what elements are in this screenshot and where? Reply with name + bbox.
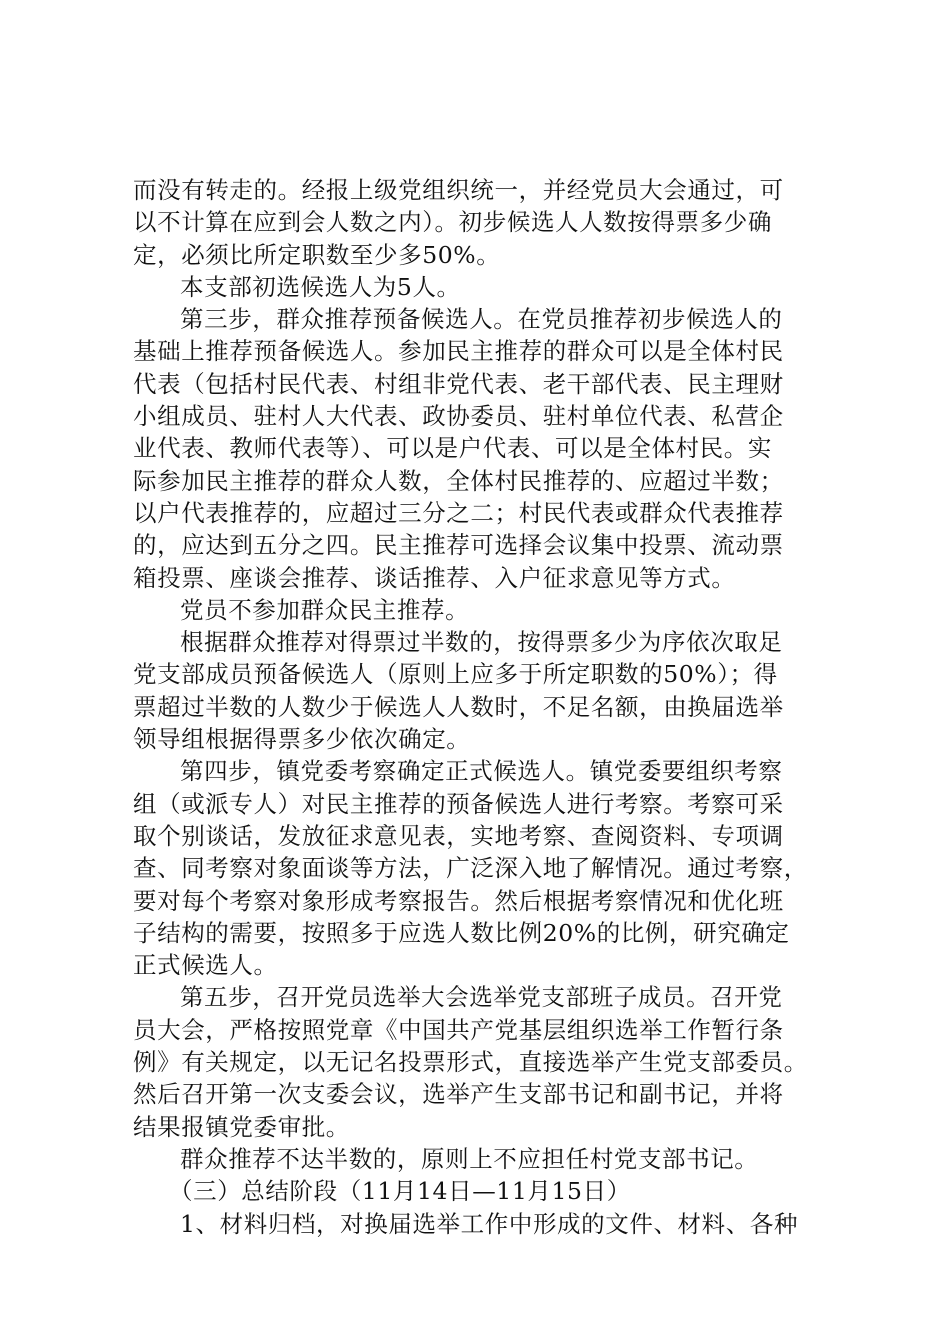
body-line: 子结构的需要，按照多于应选人数比例20%的比例，研究确定	[133, 918, 790, 947]
paragraph-start: 群众推荐不达半数的，原则上不应担任村党支部书记。	[180, 1144, 759, 1173]
body-line: 业代表、教师代表等）、可以是户代表、可以是全体村民。实	[133, 434, 772, 463]
body-line: 查、同考察对象面谈等方法，广泛深入地了解情况。通过考察，	[133, 854, 808, 883]
body-line: 基础上推荐预备候选人。参加民主推荐的群众可以是全体村民	[133, 337, 784, 366]
body-line: 党支部成员预备候选人（原则上应多于所定职数的50%）；得	[133, 660, 778, 689]
paragraph-start: 本支部初选候选人为5人。	[180, 272, 461, 301]
body-line: 正式候选人。	[133, 951, 278, 980]
body-line: 以户代表推荐的，应超过三分之二；村民代表或群众代表推荐	[133, 498, 784, 527]
paragraph-start: 第五步，召开党员选举大会选举党支部班子成员。召开党	[180, 983, 783, 1012]
body-line: 小组成员、驻村人大代表、政协委员、驻村单位代表、私营企	[133, 402, 784, 431]
body-line: 际参加民主推荐的群众人数，全体村民推荐的、应超过半数；	[133, 466, 784, 495]
body-line: 领导组根据得票多少依次确定。	[133, 725, 471, 754]
body-line: 箱投票、座谈会推荐、谈话推荐、入户征求意见等方式。	[133, 563, 736, 592]
body-line: 例》有关规定，以无记名投票形式，直接选举产生党支部委员。	[133, 1048, 808, 1077]
document-body	[133, 174, 838, 1240]
body-line: 结果报镇党委审批。	[133, 1112, 350, 1141]
paragraph-start: 1、材料归档，对换届选举工作中形成的文件、材料、各种	[180, 1209, 799, 1238]
body-line: 取个别谈话，发放征求意见表，实地考察、查阅资料、专项调	[133, 821, 784, 850]
body-line: 组（或派专人）对民主推荐的预备候选人进行考察。考察可采	[133, 789, 784, 818]
body-line: 以不计算在应到会人数之内）。初步候选人人数按得票多少确	[133, 208, 772, 237]
body-line: 的，应达到五分之四。民主推荐可选择会议集中投票、流动票	[133, 531, 784, 560]
paragraph-start: 党员不参加群众民主推荐。	[180, 595, 470, 624]
body-line: 代表（包括村民代表、村组非党代表、老干部代表、民主理财	[133, 369, 784, 398]
section-heading: （三）总结阶段（11月14日—11月15日）	[169, 1177, 631, 1206]
body-line: 员大会，严格按照党章《中国共产党基层组织选举工作暂行条	[133, 1015, 784, 1044]
paragraph-start: 根据群众推荐对得票过半数的，按得票多少为序依次取足	[180, 628, 783, 657]
paragraph-start: 第三步，群众推荐预备候选人。在党员推荐初步候选人的	[180, 305, 783, 334]
body-line: 票超过半数的人数少于候选人人数时，不足名额，由换届选举	[133, 692, 784, 721]
body-line: 而没有转走的。经报上级党组织统一，并经党员大会通过，可	[133, 176, 784, 204]
body-line: 然后召开第一次支委会议，选举产生支部书记和副书记，并将	[133, 1080, 784, 1109]
body-line: 定，必须比所定职数至少多50%。	[133, 240, 501, 269]
body-line: 要对每个考察对象形成考察报告。然后根据考察情况和优化班	[133, 886, 784, 915]
paragraph-start: 第四步，镇党委考察确定正式候选人。镇党委要组织考察	[180, 757, 783, 786]
